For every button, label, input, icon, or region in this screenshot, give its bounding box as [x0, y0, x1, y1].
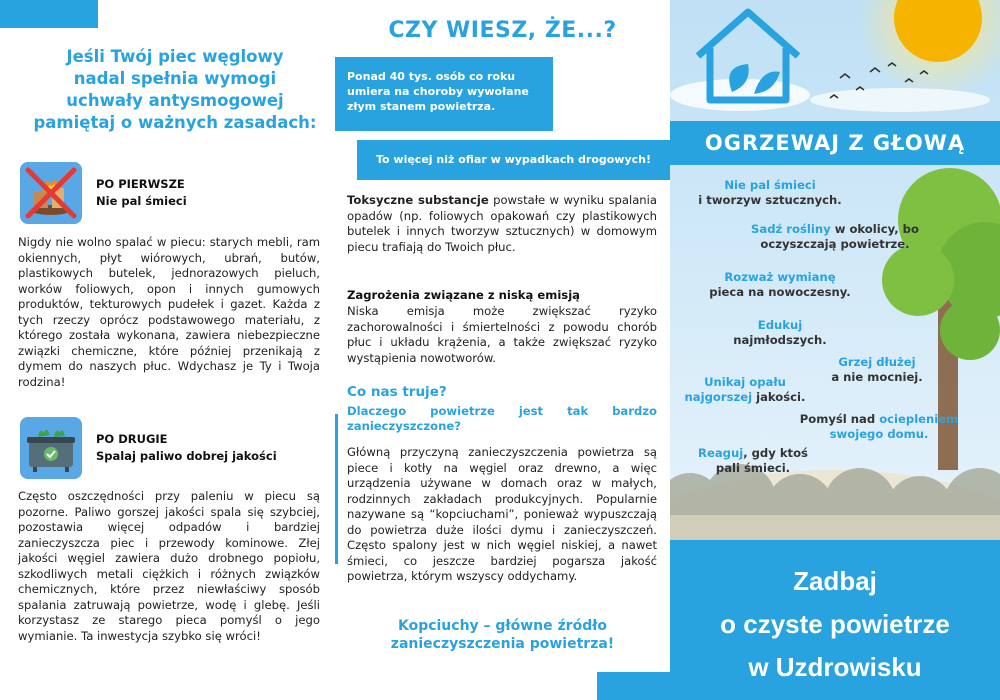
- rule-number: PO PIERWSZE: [96, 177, 185, 191]
- toxic-text: powstałe w wyniku spalania opadów (np. foliowych opakowań czy plastikowych butelek i innych tworzyw sztucznych) w domowym piecu trafiają do Twoich płuc.: [347, 193, 657, 254]
- no-burning-trash-icon: [20, 162, 82, 224]
- accent-line: [335, 414, 338, 564]
- fact-box-deaths: Ponad 40 tys. osób co roku umiera na choroby wywołane złym stanem powietrza.: [335, 57, 553, 131]
- rule-card-second: [20, 417, 277, 479]
- closing-slogan: Kopciuchy – główne źródło zanieczyszczenia powietrza!: [390, 618, 615, 652]
- tip-item: Grzej dłużej a nie mocniej.: [831, 355, 923, 384]
- rule-number: PO DRUGIE: [96, 432, 168, 446]
- decor-tab: [597, 672, 670, 700]
- did-you-know-heading: CZY WIESZ, ŻE...?: [388, 18, 617, 43]
- intro-heading: Jeśli Twój piec węglowy nadal spełnia wymogi uchwały antysmogowej pamiętaj o ważnych zasadach:: [33, 47, 317, 132]
- tip-item: Edukuj najmłodszych.: [733, 318, 827, 347]
- footer-slogan: Zadbaj o czyste powietrze w Uzdrowisku: [720, 566, 950, 682]
- toxic-paragraph: [347, 193, 657, 255]
- threats-body: Niska emisja może zwiększać ryzyko zachorowalności i śmiertelności z powodu chorób płuc i układu krążenia, a także zwiększać ryzyko wystąpienia nowotworów.: [347, 304, 657, 365]
- decor-tab: [0, 0, 98, 28]
- rule-name: Spalaj paliwo dobrej jakości: [96, 449, 277, 463]
- toxic-lead: Toksyczne substancje: [347, 193, 489, 207]
- poison-question: Dlaczego powietrze jest tak bardzo zanieczyszczone?: [347, 404, 657, 433]
- fact-bar-traffic: To więcej niż ofiar w wypadkach drogowych!: [357, 140, 670, 180]
- rule2-body: Często oszczędności przy paleniu w piecu są pozorne. Paliwo gorszej jakości spala się szybciej, pozostawia więcej odpadów i bardziej zanieczyszcza piec i przewody kominowe. Złej jakości węgiel zawiera dużo drobnego popiołu, szkodliwych metali ciężkich i różnych związków chemicznych, które przez niewłaściwy sposób spalania zatruwają powietrze, wodę i glebę. Jeśli korzystasz ze starego pieca pomyśl o jego wymianie. Ta inwestycja szybko się wróci!: [18, 489, 320, 643]
- middle-panel: [335, 0, 670, 700]
- tip-item: Pomyśl nad ociepleniem swojego domu.: [799, 412, 959, 441]
- left-panel: [0, 0, 335, 700]
- poison-body: Główną przyczyną zanieczyszczenia powietrza są piece i kotły na węgiel oraz drewno, a więc urządzenia używane w domach oraz w małych, rodzinnych zakładach produkcyjnych. Popularnie nazywane są “kopciuchami”, ponieważ wypuszczają do powietrza duże ilości dymu i zanieczyszczeń. Często spalony jest w nich węgiel niskiej, a nawet śmieci, co jeszcze bardziej pogarsza jakość powietrza, którym wszyscy oddychamy.: [347, 445, 657, 583]
- right-panel: [670, 0, 1000, 700]
- poison-title: Co nas truje?: [347, 384, 447, 400]
- tip-item: Unikaj opału najgorszej jakości.: [684, 375, 806, 404]
- rule1-body: Nigdy nie wolno spalać w piecu: starych mebli, ram okiennych, płyt wiórowych, ubrań, butów, plastikowych butelek, jednorazowych pieluch, worków foliowych, opon i innych gumowych produktów, tekturowych pudełek i gazet. Każda z tych rzeczy oprócz podstawowego materiału, z którego została wykonana, zawiera niebezpieczne związki chemiczne, które później przenikają z dymem do naszych płuc. Wdychasz je Ty i Twoja rodzina!: [18, 235, 320, 389]
- tip-item: Reaguj, gdy ktoś pali śmieci.: [698, 446, 808, 475]
- rule-card-first: [20, 162, 187, 224]
- threats-title: Zagrożenia związane z niską emisją: [347, 288, 580, 302]
- tip-item: Sadź rośliny w okolicy, bo oczyszczają powietrze.: [751, 222, 919, 251]
- clean-fuel-icon: [20, 417, 82, 479]
- campaign-banner: OGRZEWAJ Z GŁOWĄ: [670, 121, 1000, 165]
- tip-item: Nie pal śmieci i tworzyw sztucznych.: [698, 178, 842, 207]
- tip-item: Rozważ wymianę pieca na nowoczesny.: [709, 270, 851, 299]
- rule-name: Nie pal śmieci: [96, 194, 187, 208]
